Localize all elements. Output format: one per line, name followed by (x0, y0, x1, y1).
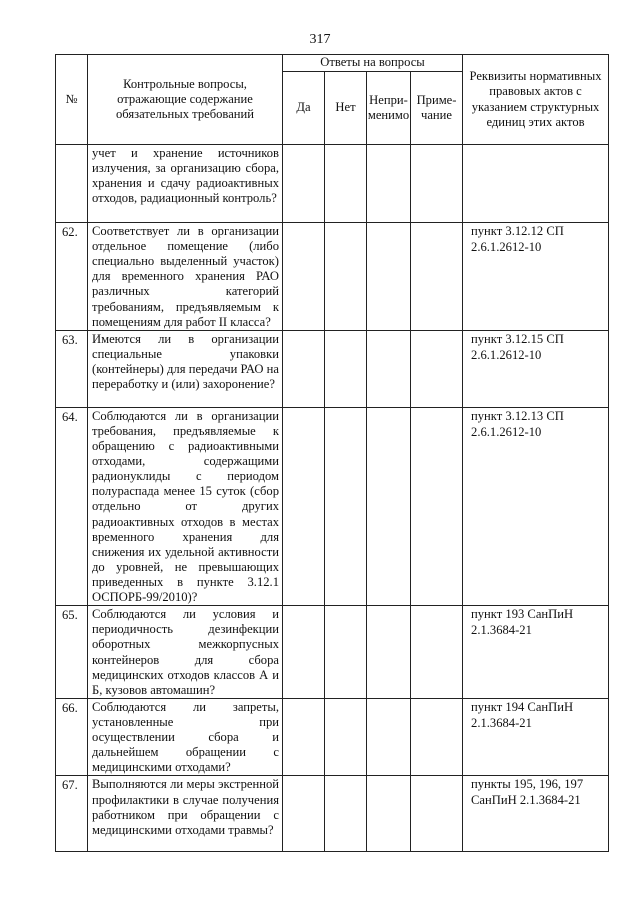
table-row (56, 698, 609, 776)
yes-cell (283, 145, 325, 223)
row-number: 64. (56, 407, 88, 605)
header-requisites: Реквизиты нормативных правовых актов с указанием структурных единиц этих актов (463, 55, 609, 145)
no-cell (325, 407, 367, 605)
checklist-table (55, 54, 609, 852)
requisites-cell (463, 145, 609, 223)
requisites-cell: пункт 194 СанПиН 2.1.3684-21 (463, 698, 609, 776)
na-cell (367, 330, 411, 407)
question-cell: Соблюдаются ли условия и периодичность дезинфекции оборотных межкорпусных контейнеров для сбора медицинских отходов классов А и Б, кузовов автомашин? (88, 606, 283, 699)
row-number: 67. (56, 776, 88, 852)
header-number: № (56, 55, 88, 145)
yes-cell (283, 223, 325, 331)
no-cell (325, 606, 367, 699)
requisites-cell: пункт 3.12.15 СП 2.6.1.2612-10 (463, 330, 609, 407)
yes-cell (283, 698, 325, 776)
table-row (56, 606, 609, 699)
yes-cell (283, 407, 325, 605)
note-cell (411, 606, 463, 699)
header-not-applicable: Непри-менимо (367, 72, 411, 145)
no-cell (325, 223, 367, 331)
no-cell (325, 330, 367, 407)
question-cell: Имеются ли в организации специальные упаковки (контейнеры) для передачи РАО на переработку и (или) захоронение? (88, 330, 283, 407)
na-cell (367, 223, 411, 331)
row-number (56, 145, 88, 223)
header-note: Приме-чание (411, 72, 463, 145)
table-row (56, 776, 609, 852)
requisites-cell: пункт 3.12.13 СП 2.6.1.2612-10 (463, 407, 609, 605)
note-cell (411, 407, 463, 605)
requisites-cell: пункт 193 СанПиН 2.1.3684-21 (463, 606, 609, 699)
no-cell (325, 145, 367, 223)
header-answers: Ответы на вопросы (283, 55, 463, 72)
na-cell (367, 606, 411, 699)
question-cell: Соблюдаются ли запреты, установленные при осуществлении сбора и дальнейшем обращении с медицинскими отходами? (88, 698, 283, 776)
page-number: 317 (309, 32, 331, 47)
yes-cell (283, 330, 325, 407)
na-cell (367, 407, 411, 605)
table-row (56, 223, 609, 331)
yes-cell (283, 606, 325, 699)
table-row (56, 145, 609, 223)
note-cell (411, 330, 463, 407)
no-cell (325, 698, 367, 776)
na-cell (367, 145, 411, 223)
table-row (56, 330, 609, 407)
note-cell (411, 145, 463, 223)
row-number: 63. (56, 330, 88, 407)
yes-cell (283, 776, 325, 852)
header-yes: Да (283, 72, 325, 145)
question-cell: учет и хранение источников излучения, за организацию сбора, хранения и сдачу радиоактивных отходов, радиационный контроль? (88, 145, 283, 223)
no-cell (325, 776, 367, 852)
note-cell (411, 776, 463, 852)
requisites-cell: пункты 195, 196, 197 СанПиН 2.1.3684-21 (463, 776, 609, 852)
table-row (56, 407, 609, 605)
requisites-cell: пункт 3.12.12 СП 2.6.1.2612-10 (463, 223, 609, 331)
question-cell: Соответствует ли в организации отдельное помещение (либо специально выделенный участок) для временного хранения РАО различных категорий требованиям, предъявляемым к помещениям для работ II класса? (88, 223, 283, 331)
row-number: 62. (56, 223, 88, 331)
na-cell (367, 698, 411, 776)
na-cell (367, 776, 411, 852)
note-cell (411, 698, 463, 776)
row-number: 66. (56, 698, 88, 776)
question-cell: Соблюдаются ли в организации требования, предъявляемые к обращению с радиоактивными отходами, содержащими радионуклиды с периодом полураспада менее 15 суток (сбор отдельно от других радиоактивных отходов в местах временного хранения для снижения их удельной активности до уровней, не превышающих приведенных в пункте 3.12.1 ОСПОРБ-99/2010)? (88, 407, 283, 605)
question-cell: Выполняются ли меры экстренной профилактики в случае получения работником при обращении с медицинскими отходами травмы? (88, 776, 283, 852)
row-number: 65. (56, 606, 88, 699)
note-cell (411, 223, 463, 331)
header-no: Нет (325, 72, 367, 145)
header-question: Контрольные вопросы, отражающие содержание обязательных требований (88, 55, 283, 145)
